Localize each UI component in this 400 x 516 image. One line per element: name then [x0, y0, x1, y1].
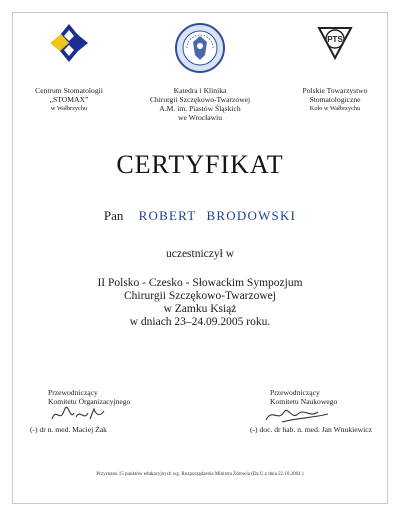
- signature-block-scientific: [250, 388, 388, 434]
- org-right-line-3: Koło w Wałbrzychu: [309, 105, 361, 112]
- sig-right-role-1: Przewodniczący: [270, 388, 320, 397]
- participated-text: uczestniczył w: [165, 248, 234, 260]
- handwritten-signature-right: [262, 402, 332, 426]
- org-mid-line-1: Katedra i Klinika: [173, 86, 227, 95]
- header-middle-organization: [134, 22, 266, 122]
- header: [14, 22, 386, 137]
- event-line-3: w Zamku Książ: [163, 303, 237, 315]
- org-mid-line-3: A.M. im. Piastów Śląskich: [159, 104, 241, 113]
- org-mid-line-2: Chirurgii Szczękowo-Twarzowej: [149, 95, 251, 104]
- sig-left-name: (-) dr n. med. Maciej Żak: [30, 425, 107, 434]
- event-description: [0, 277, 400, 329]
- event-line-4: w dniach 23–24.09.2005 roku.: [129, 316, 271, 328]
- org-left-line-3: w Wałbrzychu: [50, 105, 88, 112]
- footer-note: Przyznano 15 punktów edukacyjnych wg. Rozporządzenia Ministra Zdrowia (Dz.U.z dnia 22.10.2004 ): [96, 472, 304, 477]
- sig-right-name: (-) doc. dr hab. n. med. Jan Wnukiewicz: [250, 425, 372, 434]
- org-right-line-2: Stomatologiczne: [309, 95, 361, 104]
- pts-logo-text: PTS: [327, 35, 343, 44]
- sig-right-role-2: Komitetu Naukowego: [270, 397, 338, 406]
- org-right-line-1: Polskie Towarzystwo: [302, 86, 368, 95]
- university-seal-icon: [174, 22, 226, 74]
- sig-left-role-2: Komitetu Organizacyjnego: [48, 397, 131, 406]
- salutation: Pan: [103, 208, 124, 223]
- pts-logo-icon: [315, 22, 355, 62]
- header-right-organization: [280, 22, 390, 113]
- header-left-organization: [14, 22, 124, 113]
- event-line-2: Chirurgii Szczękowo-Twarzowej: [124, 290, 276, 302]
- stomax-logo-icon: [48, 22, 90, 64]
- handwritten-signature-left: [50, 405, 110, 425]
- certificate-title: CERTYFIKAT: [116, 150, 284, 179]
- org-left-line-2: „STOMAX”: [49, 95, 89, 104]
- signature-block-organizing: [30, 388, 176, 434]
- recipient-line: [0, 208, 400, 224]
- org-mid-line-4: we Wrocławiu: [177, 113, 223, 122]
- org-left-line-1: Centrum Stomatologii: [35, 86, 103, 95]
- recipient-name: ROBERT BRODOWSKI: [138, 208, 297, 223]
- sig-left-role-1: Przewodniczący: [48, 388, 98, 397]
- event-line-1: II Polsko - Czesko - Słowackim Sympozjum: [97, 277, 303, 289]
